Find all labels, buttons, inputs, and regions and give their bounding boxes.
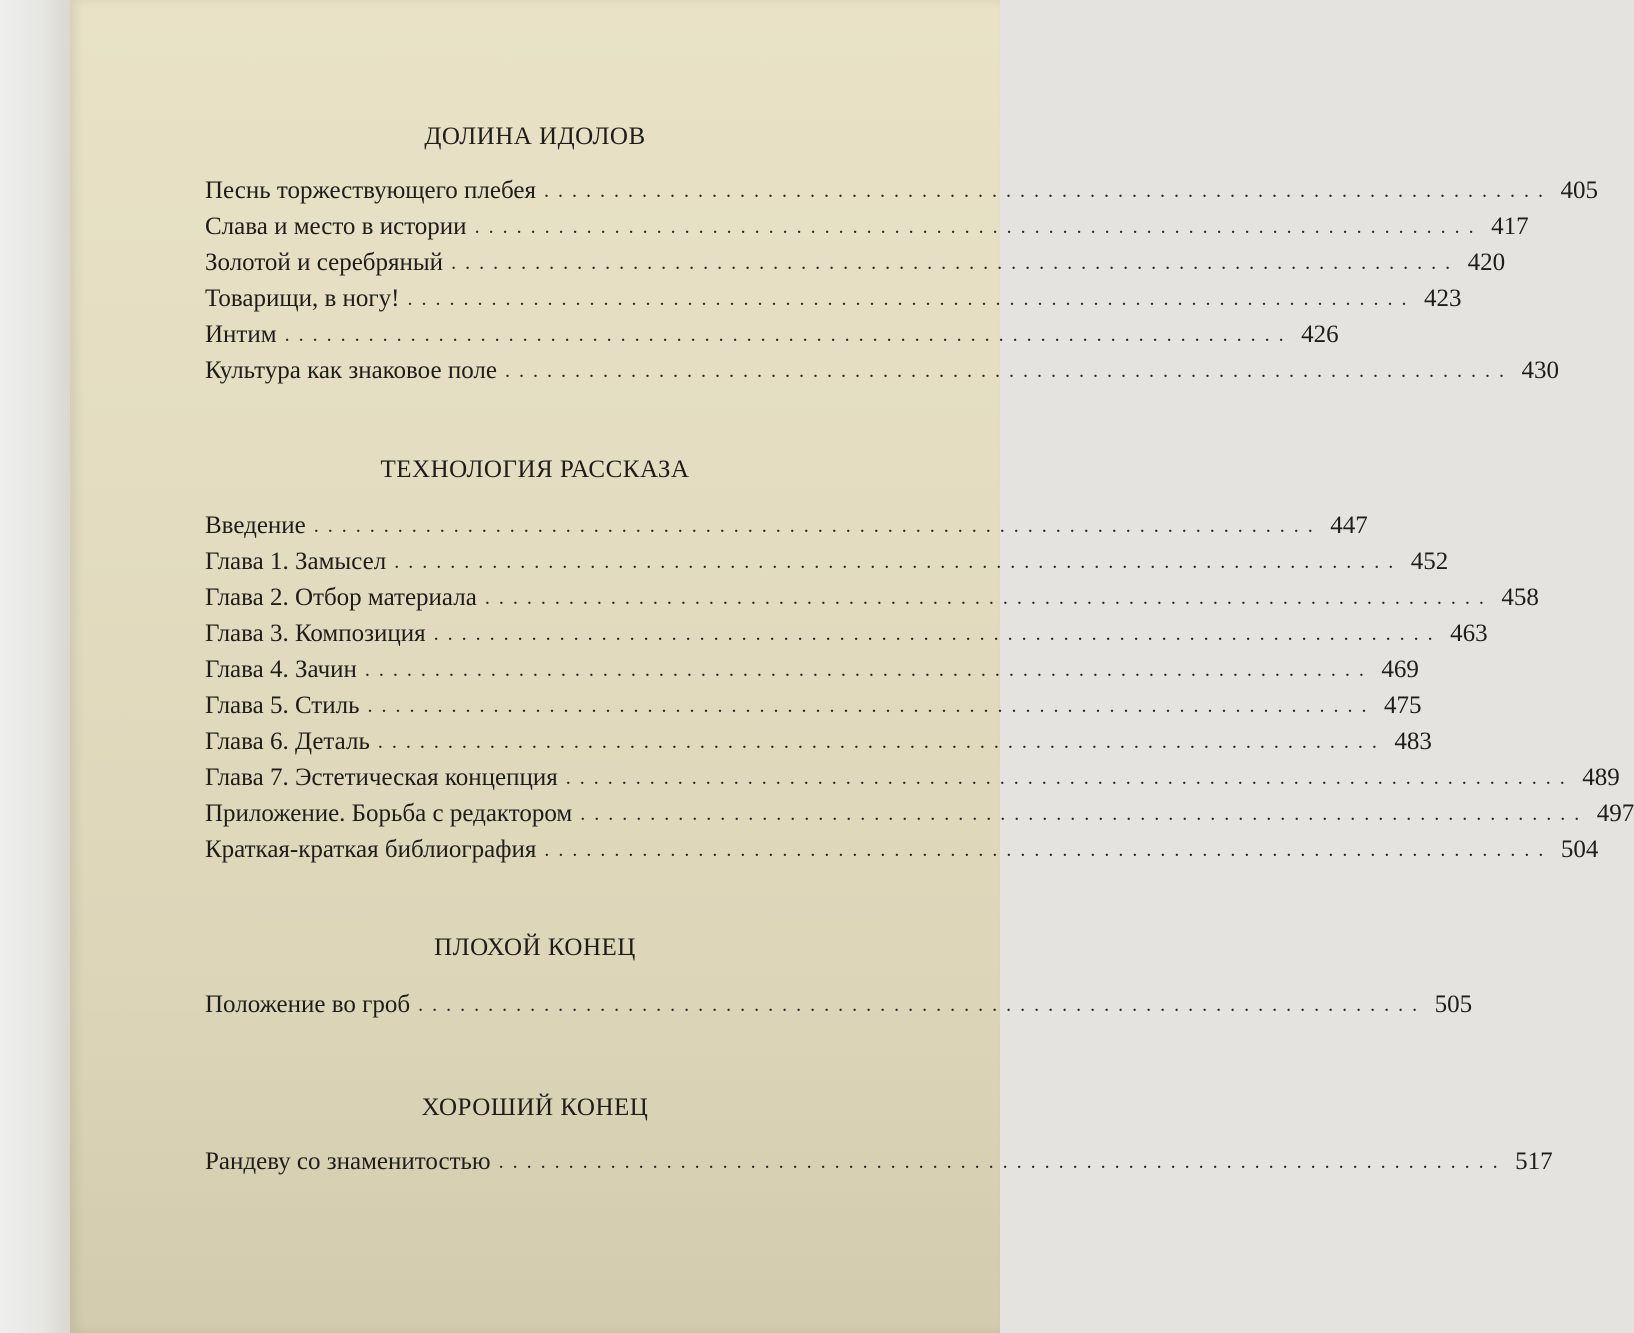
section-heading-dolina-idolov: ДОЛИНА ИДОЛОВ	[424, 123, 646, 150]
toc-entry	[205, 350, 1559, 386]
toc-entry-title: Культура как знаковое поле	[205, 357, 497, 384]
toc-leader-dots: ........................................................................	[418, 994, 1427, 1016]
toc-entry-title: Глава 7. Эстетическая концепция	[205, 764, 558, 791]
toc-entry-title: Глава 1. Замысел	[205, 548, 387, 575]
toc-entry	[205, 206, 1529, 242]
toc-entry-title: Приложение. Борьба с редактором	[205, 800, 573, 827]
toc-entry-title: Песнь торжествующего плебея	[205, 177, 536, 204]
toc-entry-page: 497	[1596, 800, 1634, 827]
toc-entry	[205, 613, 1488, 649]
toc-leader-dots: ........................................................................	[377, 731, 1386, 753]
section-heading-khoroshiy-konets: ХОРОШИЙ КОНЕЦ	[421, 1094, 649, 1121]
toc-leader-dots: ........................................................................	[313, 515, 1322, 537]
toc-entry	[205, 577, 1539, 613]
toc-leader-dots: ........................................................................	[284, 324, 1293, 346]
toc-entry-title: Введение	[205, 512, 306, 539]
toc-entry	[205, 757, 1620, 793]
toc-entry-page: 483	[1394, 728, 1432, 755]
toc-leader-dots: ........................................................................	[498, 1151, 1507, 1173]
toc-entry-page: 417	[1491, 213, 1529, 240]
toc-entry-page: 504	[1560, 836, 1599, 863]
section-heading-tekhnologiya-rasskaza: ТЕХНОЛОГИЯ РАССКАЗА	[380, 456, 690, 483]
toc-entry	[205, 505, 1368, 541]
toc-entry-title: Глава 4. Зачин	[205, 656, 357, 683]
toc-leader-dots: ........................................................................	[504, 360, 1513, 382]
toc-entry-title: Рандеву со знаменитостью	[205, 1148, 491, 1175]
toc-entry-title: Слава и место в истории	[205, 213, 467, 240]
toc-entry-title: Глава 3. Композиция	[205, 620, 426, 647]
toc-entry-page: 517	[1515, 1148, 1553, 1175]
toc-leader-dots: ........................................................................	[407, 288, 1416, 310]
toc-entry-title: Краткая-краткая библиография	[205, 836, 537, 863]
toc-entry-title: Золотой и серебряный	[205, 249, 444, 276]
toc-leader-dots: ........................................................................	[433, 623, 1442, 645]
toc-entry	[205, 242, 1506, 278]
toc-entry	[205, 170, 1598, 206]
toc-entry-title: Интим	[205, 321, 277, 348]
toc-entry	[205, 1141, 1553, 1177]
toc-entry	[205, 721, 1432, 757]
toc-leader-dots: ........................................................................	[543, 180, 1552, 202]
toc-leader-dots: ........................................................................	[394, 551, 1403, 573]
toc-leader-dots: ........................................................................	[544, 839, 1553, 861]
toc-entry-page: 505	[1434, 991, 1473, 1018]
toc-entry-page: 430	[1521, 357, 1559, 384]
toc-entry-page: 489	[1582, 764, 1620, 791]
toc-entry-title: Положение во гроб	[205, 991, 411, 1018]
toc-entry	[205, 314, 1339, 350]
toc-leader-dots: ........................................................................	[580, 803, 1589, 825]
background-margin	[0, 0, 70, 1333]
toc-leader-dots: ........................................................................	[474, 216, 1483, 238]
toc-entry-title: Глава 6. Деталь	[205, 728, 370, 755]
toc-entry	[205, 278, 1462, 314]
toc-entry-page: 420	[1467, 249, 1506, 276]
toc-entry-page: 423	[1423, 285, 1462, 312]
toc-entry	[205, 649, 1419, 685]
toc-entry	[205, 541, 1449, 577]
toc-entry-page: 452	[1410, 548, 1449, 575]
toc-entry	[205, 685, 1422, 721]
toc-entry-page: 447	[1330, 512, 1368, 539]
toc-entry	[205, 793, 1634, 829]
toc-entry-page: 469	[1381, 656, 1419, 683]
toc-entry	[205, 984, 1473, 1020]
section-heading-plokhoy-konets: ПЛОХОЙ КОНЕЦ	[434, 934, 636, 961]
toc-entry-title: Глава 5. Стиль	[205, 692, 360, 719]
toc-leader-dots: ........................................................................	[484, 587, 1493, 609]
toc-entry-title: Глава 2. Отбор материала	[205, 584, 477, 611]
toc-entry-page: 405	[1560, 177, 1598, 204]
toc-leader-dots: ........................................................................	[364, 659, 1373, 681]
toc-entry-page: 458	[1501, 584, 1539, 611]
toc-leader-dots: ........................................................................	[565, 767, 1574, 789]
toc-entry	[205, 829, 1599, 865]
toc-entry-page: 475	[1384, 692, 1422, 719]
toc-entry-page: 426	[1301, 321, 1339, 348]
toc-entry-page: 463	[1450, 620, 1488, 647]
toc-leader-dots: ........................................................................	[451, 252, 1460, 274]
toc-entry-title: Товарищи, в ногу!	[205, 285, 400, 312]
toc-leader-dots: ........................................................................	[367, 695, 1376, 717]
